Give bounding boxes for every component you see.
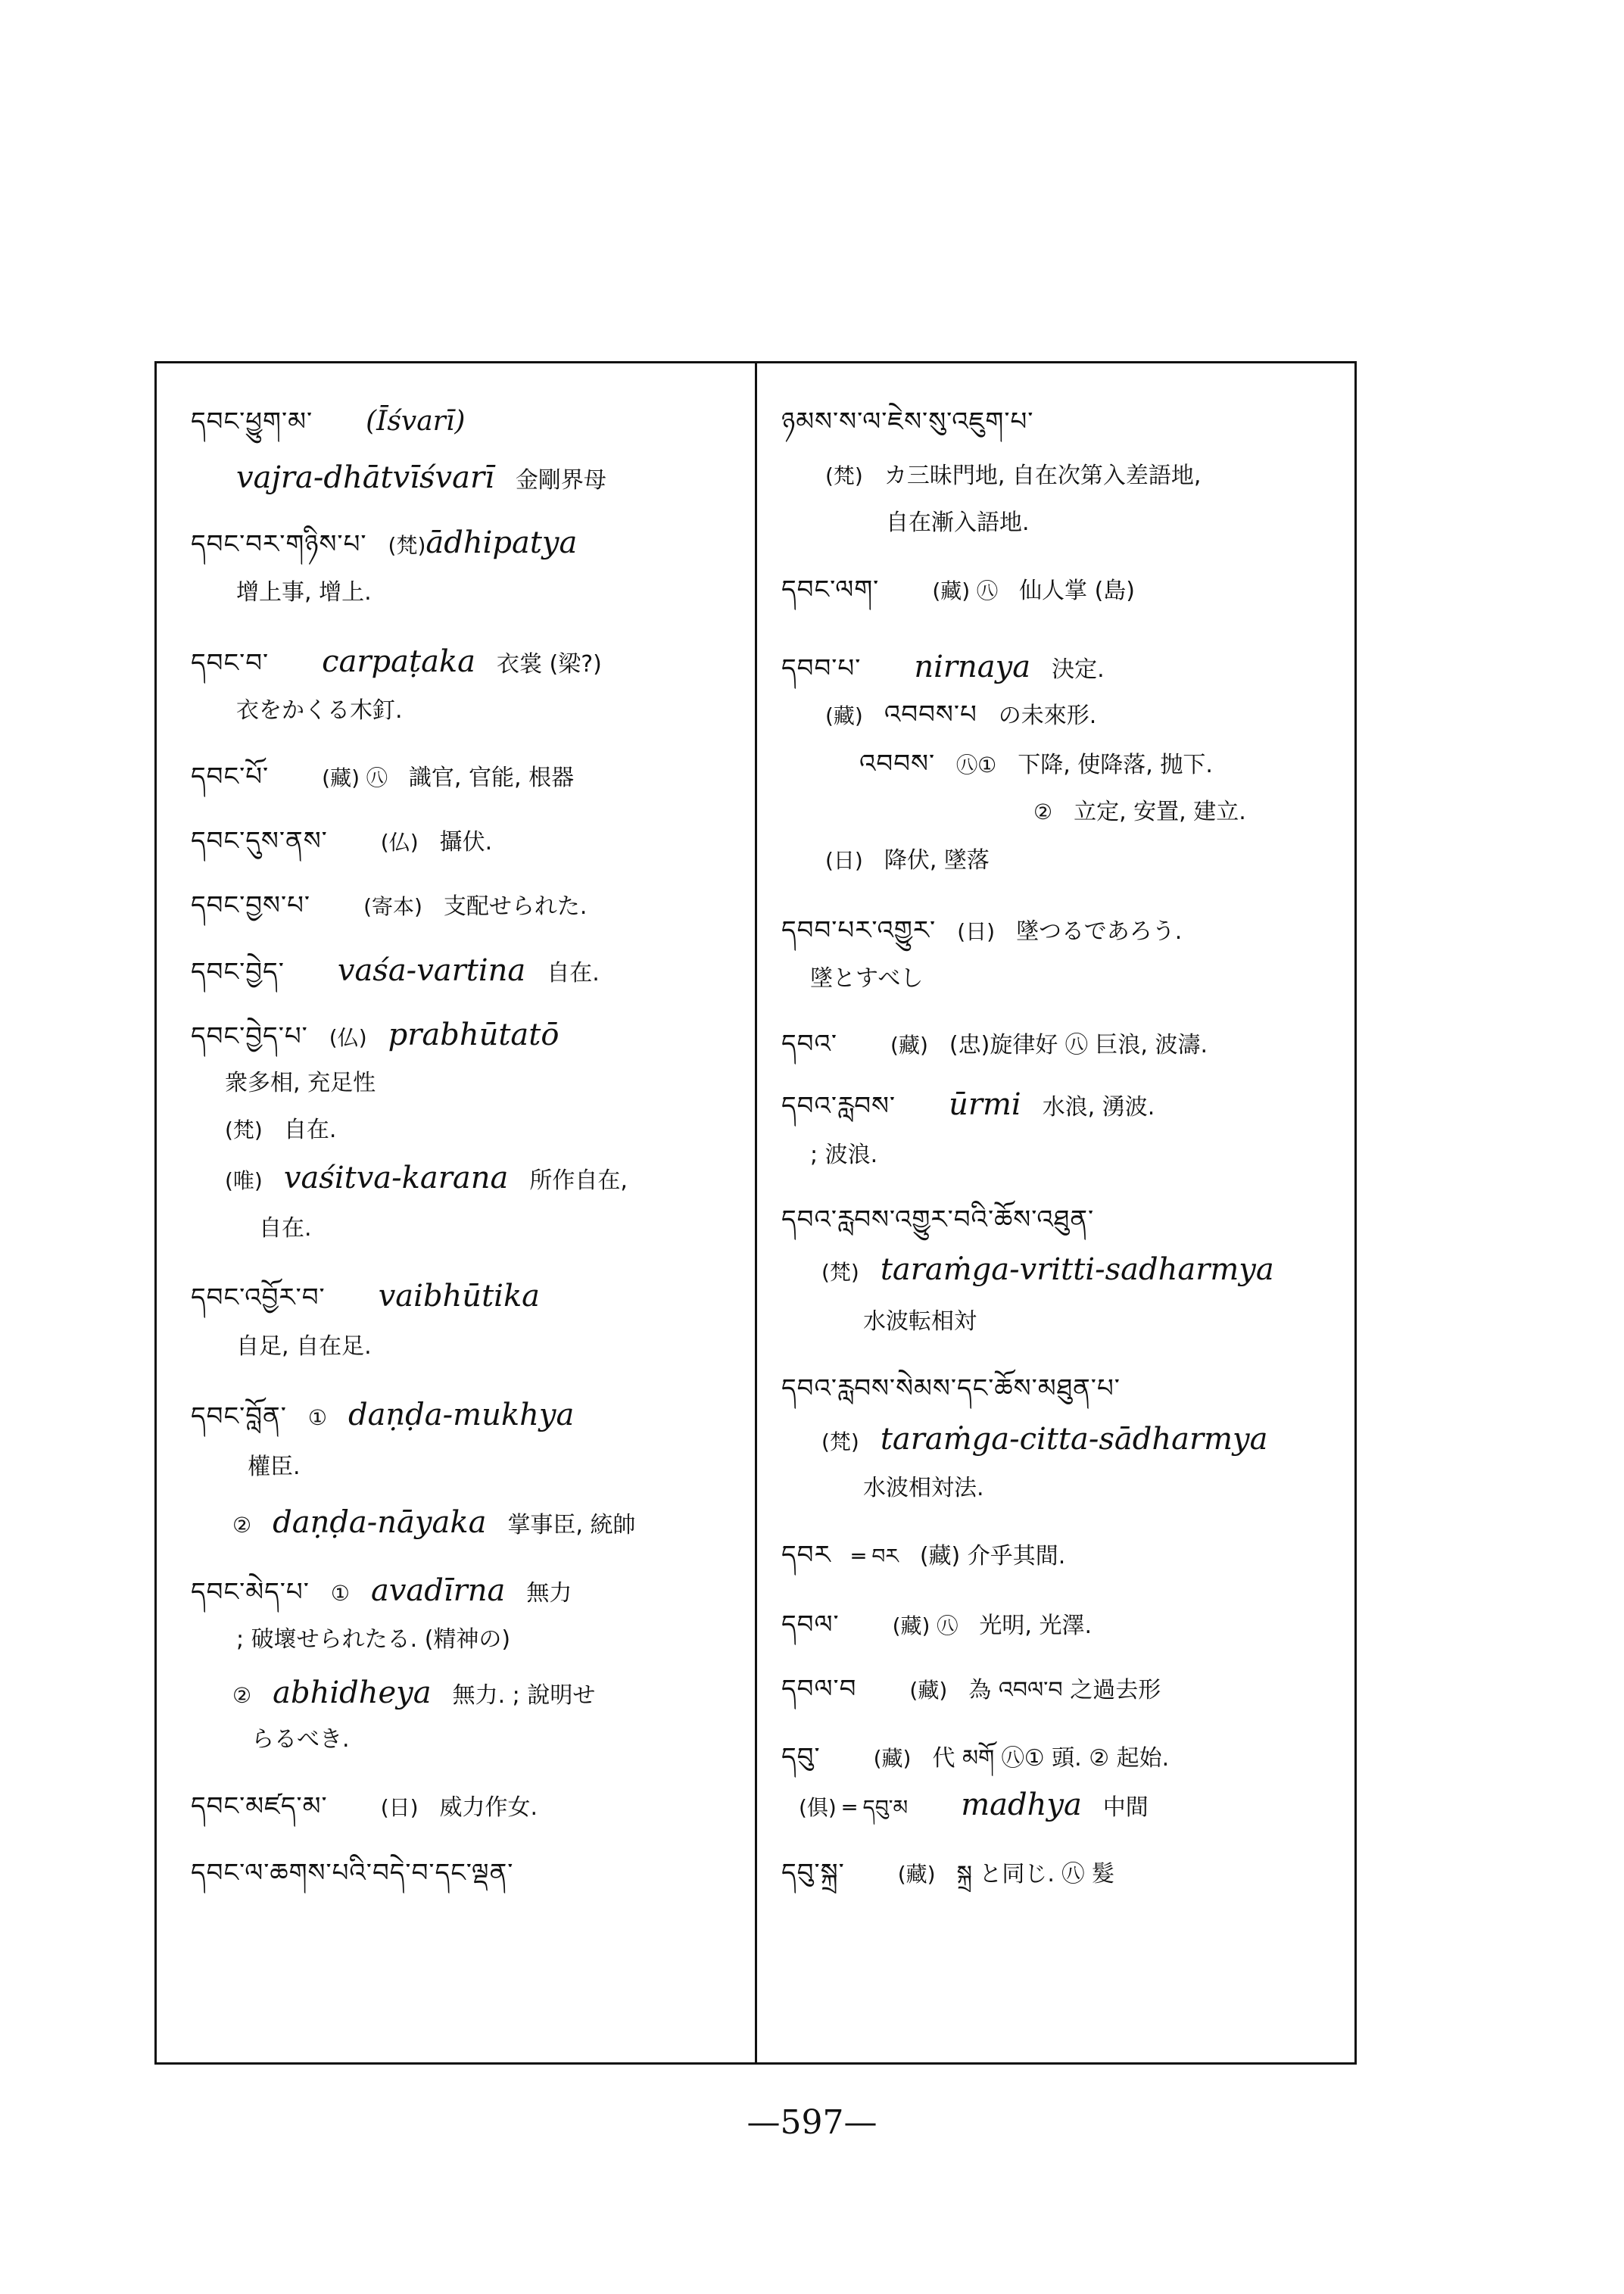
- japanese-gloss: སྐྲ と同じ. ㊇ 髮: [956, 1861, 1114, 1887]
- sanskrit-term: vaśa-vartina: [337, 953, 526, 988]
- tibetan-headword: ཉམས་ས་ལ་ཇེས་སུ་འཇུག་པ་: [781, 407, 1034, 437]
- gloss-row: [225, 1161, 628, 1198]
- japanese-gloss: 中間: [1102, 1794, 1149, 1821]
- japanese-gloss: 代 མགོ ㊇① 頭. ② 起始.: [932, 1745, 1170, 1772]
- tibetan-headword: དབང་བྱེད་: [191, 957, 285, 987]
- japanese-gloss: 所作自在,: [529, 1167, 628, 1194]
- japanese-gloss: 增上事, 增上.: [236, 579, 372, 606]
- sanskrit-term: vajra-dhātvīśvarī: [236, 460, 494, 495]
- entry-headword-row: [191, 889, 587, 924]
- source-tag: (藏) ㊇: [322, 765, 388, 790]
- japanese-gloss: ; 波浪.: [810, 1142, 878, 1168]
- sanskrit-term: vaśitva-karana: [283, 1161, 509, 1195]
- tibetan-headword: དབང་ལག་: [781, 575, 880, 605]
- sanskrit-term: avadīrna: [370, 1573, 506, 1608]
- gloss-row: [821, 1423, 1267, 1459]
- source-tag: (藏): [897, 1862, 936, 1887]
- source-tag: (日): [380, 1795, 419, 1820]
- source-tag: (藏): [873, 1746, 912, 1771]
- entry-headword-row: [191, 1398, 574, 1435]
- entry-headword-row: [781, 1856, 1114, 1891]
- gloss-row: [825, 698, 1096, 733]
- japanese-gloss: 自在.: [547, 960, 600, 986]
- entry-headword-row: [191, 1856, 513, 1890]
- japanese-gloss: 決定.: [1052, 656, 1105, 683]
- tibetan-headword: དབའ་རླབས་: [781, 1091, 896, 1121]
- tibetan-headword: དབར: [781, 1540, 831, 1570]
- japanese-gloss: 水波相対法.: [863, 1475, 984, 1501]
- entry-headword-row: [781, 1538, 1065, 1573]
- entry-headword-row: [781, 650, 1105, 687]
- gloss-row: [251, 1722, 350, 1756]
- japanese-gloss: 仙人掌 (島): [1019, 578, 1136, 604]
- japanese-gloss: 自足, 自在足.: [236, 1333, 372, 1360]
- entry-headword-row: [191, 954, 600, 990]
- entry-headword-row: [781, 1027, 1208, 1062]
- japanese-gloss: 掌事臣, 統帥: [507, 1512, 636, 1538]
- tibetan-headword: དབང་བྱེད་པ་: [191, 1021, 308, 1052]
- entry-headword-row: [781, 1608, 1092, 1643]
- source-tag: ①: [307, 1405, 327, 1430]
- entry-headword-row: [781, 1088, 1155, 1124]
- source-tag: ①: [330, 1581, 350, 1606]
- page-number: —597—: [747, 2103, 877, 2142]
- sanskrit-term: ādhipatya: [425, 525, 578, 560]
- gloss-row: [825, 843, 990, 877]
- tibetan-headword: དབང་བྱས་པ་: [191, 890, 311, 921]
- sanskrit-term: taraṁga-vritti-sadharmya: [880, 1252, 1274, 1287]
- tibetan-headword: དབང་མེད་པ་: [191, 1577, 310, 1607]
- japanese-gloss: 自在.: [259, 1215, 312, 1242]
- sanskrit-term: vaibhūtika: [378, 1279, 541, 1314]
- japanese-gloss: 攝伏.: [439, 829, 493, 856]
- gloss-row: [236, 575, 372, 609]
- gloss-row: [232, 1506, 636, 1542]
- japanese-gloss: 降伏, 墜落: [884, 847, 990, 874]
- tibetan-headword: དབལ་བ: [781, 1674, 857, 1704]
- japanese-gloss: 下降, 使降落, 抛下.: [1018, 752, 1213, 778]
- sanskrit-term: daṇḍa-nāyaka: [273, 1505, 487, 1540]
- left-column: [157, 361, 755, 2065]
- source-tag: (藏): [909, 1678, 948, 1703]
- japanese-gloss: 水浪, 湧波.: [1042, 1094, 1155, 1121]
- tibetan-headword: དབབ་པ་: [781, 653, 862, 684]
- source-tag: ②: [232, 1513, 252, 1538]
- source-tag: (日): [957, 919, 996, 944]
- entry-headword-row: [191, 824, 492, 859]
- gloss-row: [799, 1788, 1149, 1825]
- japanese-gloss: (忠)旋律好 ㊇ 巨浪, 波濤.: [949, 1032, 1208, 1058]
- japanese-gloss: 光明, 光澤.: [979, 1613, 1092, 1639]
- gloss-row: [859, 747, 1213, 782]
- entry-headword-row: [781, 1672, 1161, 1707]
- source-tag: (梵): [825, 463, 863, 488]
- gloss-row: [232, 1676, 595, 1713]
- japanese-gloss: 識官, 官能, 根器: [408, 765, 575, 791]
- source-tag: (藏) ㊇: [932, 578, 999, 603]
- japanese-gloss: 衣裳 (梁?): [497, 651, 602, 678]
- japanese-gloss: 無力: [526, 1580, 572, 1607]
- tibetan-word: འབབས་: [859, 749, 936, 779]
- source-tag: (梵): [821, 1260, 859, 1285]
- japanese-gloss: 水波転相対: [863, 1308, 977, 1335]
- japanese-gloss: らるべき.: [251, 1726, 350, 1753]
- gloss-row: [225, 1112, 336, 1147]
- source-tag: (俱) ═ དབུ་མ: [799, 1795, 909, 1820]
- japanese-gloss: 自在.: [283, 1117, 337, 1143]
- japanese-gloss: ; 破壞せられたる. (精神の): [236, 1626, 511, 1653]
- entry-headword-row: [191, 405, 465, 438]
- entry-headword-row: [781, 1741, 1169, 1775]
- tibetan-headword: དབང་དུས་ནས་: [191, 826, 328, 856]
- source-tag: (梵): [821, 1429, 859, 1454]
- gloss-row: [236, 693, 403, 728]
- sanskrit-term: ūrmi: [949, 1087, 1021, 1122]
- gloss-row: [810, 1137, 877, 1172]
- entry-headword-row: [781, 1372, 1121, 1405]
- source-tag: (日): [825, 848, 863, 873]
- gloss-row: [863, 1304, 977, 1339]
- sanskrit-term: prabhūtatō: [388, 1018, 560, 1052]
- tibetan-headword: དབའ་: [781, 1029, 838, 1059]
- japanese-gloss: カ三昧門地, 自在次第入差語地,: [884, 463, 1202, 489]
- tibetan-headword: དབང་འབྱོར་བ་: [191, 1283, 326, 1313]
- tibetan-headword: དབལ་: [781, 1610, 840, 1640]
- source-tag: ㊇①: [956, 753, 997, 778]
- gloss-row: [225, 1065, 376, 1100]
- source-tag: (唯): [225, 1168, 263, 1193]
- tibetan-headword: དབའ་རླབས་སེམས་དང་ཆོས་མཐུན་པ་: [781, 1373, 1121, 1404]
- entry-headword-row: [191, 1790, 538, 1825]
- entry-headword-row: [191, 1574, 572, 1610]
- japanese-gloss: 墜つるであろう.: [1016, 918, 1183, 945]
- source-tag: (仏): [329, 1025, 367, 1050]
- tibetan-headword: དབང་བར་གཉིས་པ་: [191, 529, 367, 559]
- japanese-gloss: 金剛界母: [515, 467, 606, 494]
- right-column: [757, 361, 1355, 2065]
- entry-headword-row: [191, 1018, 559, 1055]
- gloss-row: [259, 1211, 312, 1245]
- source-tag: (寄本): [363, 894, 422, 919]
- entry-sanskrit-row: [236, 461, 606, 497]
- gloss-row: [863, 1470, 984, 1505]
- gloss-row: [236, 1622, 510, 1657]
- tibetan-headword: དབང་ལ་ཆགས་པའི་བདེ་བ་དང་ལྡན་: [191, 1858, 514, 1888]
- entry-headword-row: [191, 526, 577, 563]
- japanese-gloss: 衆多相, 充足性: [225, 1070, 376, 1096]
- japanese-gloss: 衣をかくる木釘.: [236, 697, 403, 724]
- gloss-row: [236, 1329, 372, 1364]
- gloss-row: [248, 1449, 301, 1484]
- entry-headword-row: [781, 573, 1135, 608]
- entry-headword-row: [191, 760, 574, 795]
- tibetan-headword: དབང་ཕྱུག་མ་: [191, 407, 313, 437]
- sanskrit-term: abhidheya: [273, 1675, 432, 1710]
- tibetan-word: འབབས་པ: [884, 700, 977, 730]
- japanese-gloss: 自在漸入語地.: [886, 510, 1030, 536]
- source-tag: (仏): [380, 830, 419, 855]
- tibetan-headword: དབའ་རླབས་འགྱུར་བའི་ཆོས་འཐུན་: [781, 1205, 1095, 1235]
- tibetan-headword: དབང་མཛད་མ་: [191, 1791, 328, 1822]
- source-tag: (藏): [890, 1033, 928, 1058]
- entry-headword-row: [191, 645, 602, 681]
- japanese-gloss: 立定, 安置, 建立.: [1074, 799, 1246, 825]
- japanese-gloss: 支配せられた.: [443, 893, 588, 920]
- tibetan-headword: དབུ་སྐྲ་: [781, 1858, 845, 1888]
- source-tag: (藏): [825, 703, 863, 728]
- gloss-row: [825, 458, 1201, 493]
- japanese-gloss: 墜とすべし: [810, 965, 924, 992]
- japanese-gloss: 權臣.: [248, 1454, 301, 1480]
- tibetan-headword: དབང་བློན་: [191, 1401, 287, 1432]
- japanese-gloss: (藏) 介乎其間.: [919, 1543, 1066, 1569]
- tibetan-headword: དབུ་: [781, 1742, 821, 1772]
- sanskrit-term: daṇḍa-mukhya: [348, 1398, 575, 1432]
- gloss-row: [1033, 794, 1246, 829]
- source-tag: ②: [232, 1683, 252, 1708]
- source-tag: (藏) ㊇: [892, 1613, 959, 1638]
- gloss-row: [810, 961, 923, 996]
- entry-headword-row: [781, 1203, 1094, 1236]
- entry-headword-row: [781, 405, 1033, 438]
- tibetan-headword: དབང་པོ་: [191, 762, 270, 792]
- tibetan-headword: དབང་བ་: [191, 648, 270, 678]
- source-tag: ═ བར: [852, 1544, 899, 1569]
- japanese-gloss: 為 འབལ་བ 之過去形: [968, 1677, 1161, 1703]
- gloss-row: [821, 1253, 1274, 1289]
- sanskrit-term: madhya: [961, 1788, 1082, 1822]
- source-tag: (梵): [388, 533, 426, 558]
- sanskrit-term: carpaṭaka: [322, 644, 476, 679]
- japanese-gloss: 威力作女.: [439, 1794, 538, 1821]
- japanese-gloss: 無力. ; 說明せ: [452, 1682, 596, 1709]
- sanskrit-term: (Īśvarī): [366, 406, 466, 437]
- gloss-row: [886, 505, 1030, 540]
- sanskrit-term: nirnaya: [914, 650, 1031, 684]
- sanskrit-term: taraṁga-citta-sādharmya: [880, 1422, 1268, 1457]
- japanese-gloss: の未來形.: [998, 703, 1097, 729]
- entry-headword-row: [781, 914, 1182, 949]
- source-tag: ②: [1033, 799, 1053, 824]
- entry-headword-row: [191, 1279, 540, 1314]
- source-tag: (梵): [225, 1117, 263, 1142]
- tibetan-headword: དབབ་པར་འགྱུར་: [781, 915, 937, 946]
